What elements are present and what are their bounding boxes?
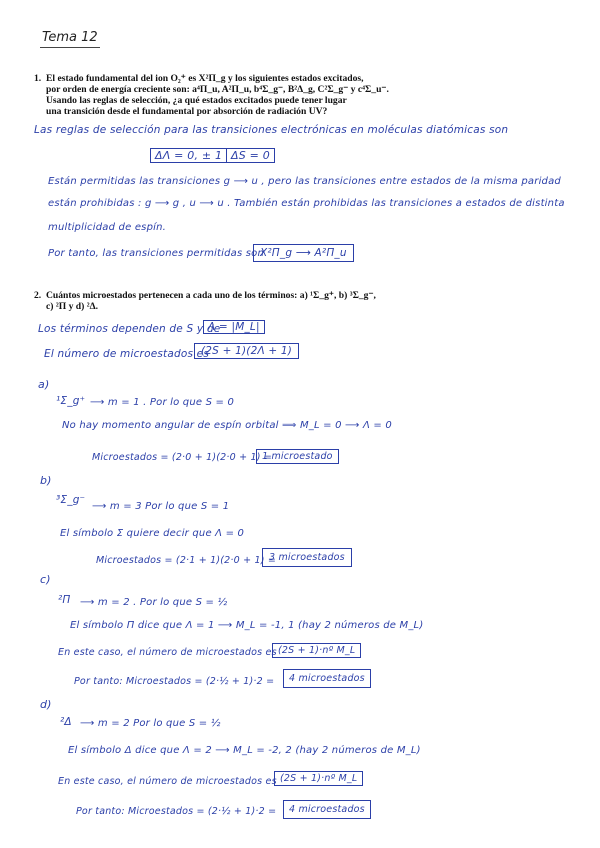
part-c-formula-box: (2S + 1)·nº M_L <box>272 643 361 658</box>
question-1-line-2: por orden de energía creciente son: a⁴Π_u, A²Π_u, b⁴Σ_g⁻, B²Δ_g, C²Σ_g⁻ y c⁴Σ_u⁻. <box>46 84 389 95</box>
part-d-line-2: El símbolo Δ dice que Λ = 2 ⟶ M_L = -2, 2 (hay 2 números de M_L) <box>68 745 421 756</box>
part-d-line-4: Por tanto: Microestados = (2·½ + 1)·2 = <box>76 806 277 817</box>
part-d-term: ²Δ <box>60 716 72 728</box>
question-1-line-1: 1. El estado fundamental del ion O₂⁺ es X²Π_g y los siguientes estados excitados, <box>34 73 364 84</box>
answer-1-line-1: Están permitidas las transiciones g ⟶ u , pero las transiciones entre estados de la misma paridad <box>48 176 561 187</box>
part-a-result-box: 1 microestado <box>256 449 339 464</box>
part-a-line-2: No hay momento angular de espín orbital ⟹ M_L = 0 ⟶ Λ = 0 <box>62 420 392 431</box>
part-a-label: a) <box>38 378 50 391</box>
part-b-label: b) <box>40 474 52 487</box>
part-d-result-box: 4 microestados <box>283 800 371 819</box>
part-c-line-4: Por tanto: Microestados = (2·½ + 1)·2 = <box>74 676 275 687</box>
question-2-line-1: 2. Cuántos microestados pertenecen a cada uno de los términos: a) ¹Σ_g⁺, b) ³Σ_g⁻, <box>34 290 376 301</box>
part-a-line-3: Microestados = (2·0 + 1)(2·0 + 1) = <box>92 452 273 463</box>
question-1-line-3: Usando las reglas de selección, ¿a qué estados excitados puede tener lugar <box>46 95 347 106</box>
answer-1-line-2: están prohibidas : g ⟶ g , u ⟶ u . También están prohibidas las transiciones a estados de distinta <box>48 198 565 209</box>
part-d-formula-box: (2S + 1)·nº M_L <box>274 771 363 786</box>
part-b-result-box: 3 microestados <box>262 548 352 567</box>
question-2-number: 2. <box>34 290 42 301</box>
question-1-number: 1. <box>34 73 42 84</box>
answer-1-line-3: multiplicidad de espín. <box>48 222 167 233</box>
part-c-result-box: 4 microestados <box>283 669 371 688</box>
question-2-line-2: c) ²Π y d) ²Δ. <box>46 301 99 312</box>
part-a-term: ¹Σ_g⁺ <box>56 395 86 407</box>
part-c-term: ²Π <box>58 594 71 606</box>
answer-1-conclusion: Por tanto, las transiciones permitidas son <box>48 248 265 259</box>
answer-2-intro-1: Los términos dependen de S y de <box>38 323 221 335</box>
part-d-label: d) <box>40 698 52 711</box>
part-c-label: c) <box>40 573 51 586</box>
question-1-line-4: una transición desde el fundamental por absorción de radiación UV? <box>46 106 328 117</box>
lambda-definition-box: Λ = |M_L| <box>203 320 265 334</box>
part-a-line-1: ⟶ m = 1 . Por lo que S = 0 <box>90 397 235 408</box>
part-b-line-1: ⟶ m = 3 Por lo que S = 1 <box>92 501 230 512</box>
part-b-line-2: El símbolo Σ quiere decir que Λ = 0 <box>60 528 245 539</box>
part-c-line-2: El símbolo Π dice que Λ = 1 ⟶ M_L = -1, 1 (hay 2 números de M_L) <box>70 620 424 631</box>
part-c-line-1: ⟶ m = 2 . Por lo que S = ½ <box>80 597 228 608</box>
part-d-line-3: En este caso, el número de microestados es <box>58 776 277 787</box>
page-title: Tema 12 <box>42 30 98 45</box>
part-d-line-1: ⟶ m = 2 Por lo que S = ½ <box>80 718 221 729</box>
part-b-line-3: Microestados = (2·1 + 1)(2·0 + 1) = <box>96 555 277 566</box>
title-underline <box>40 47 100 48</box>
rule-delta-s-box: ΔS = 0 <box>226 148 275 163</box>
part-b-term: ³Σ_g⁻ <box>56 494 86 506</box>
rule-delta-lambda-box: ΔΛ = 0, ± 1 <box>150 148 227 163</box>
allowed-transition-box: X²Π_g ⟶ A²Π_u <box>253 244 354 262</box>
answer-2-intro-2: El número de microestados es <box>44 348 209 360</box>
answer-1-intro: Las reglas de selección para las transiciones electrónicas en moléculas diatómicas son <box>34 124 509 136</box>
microstate-formula-box: (2S + 1)(2Λ + 1) <box>194 343 299 359</box>
part-c-line-3: En este caso, el número de microestados es <box>58 647 277 658</box>
